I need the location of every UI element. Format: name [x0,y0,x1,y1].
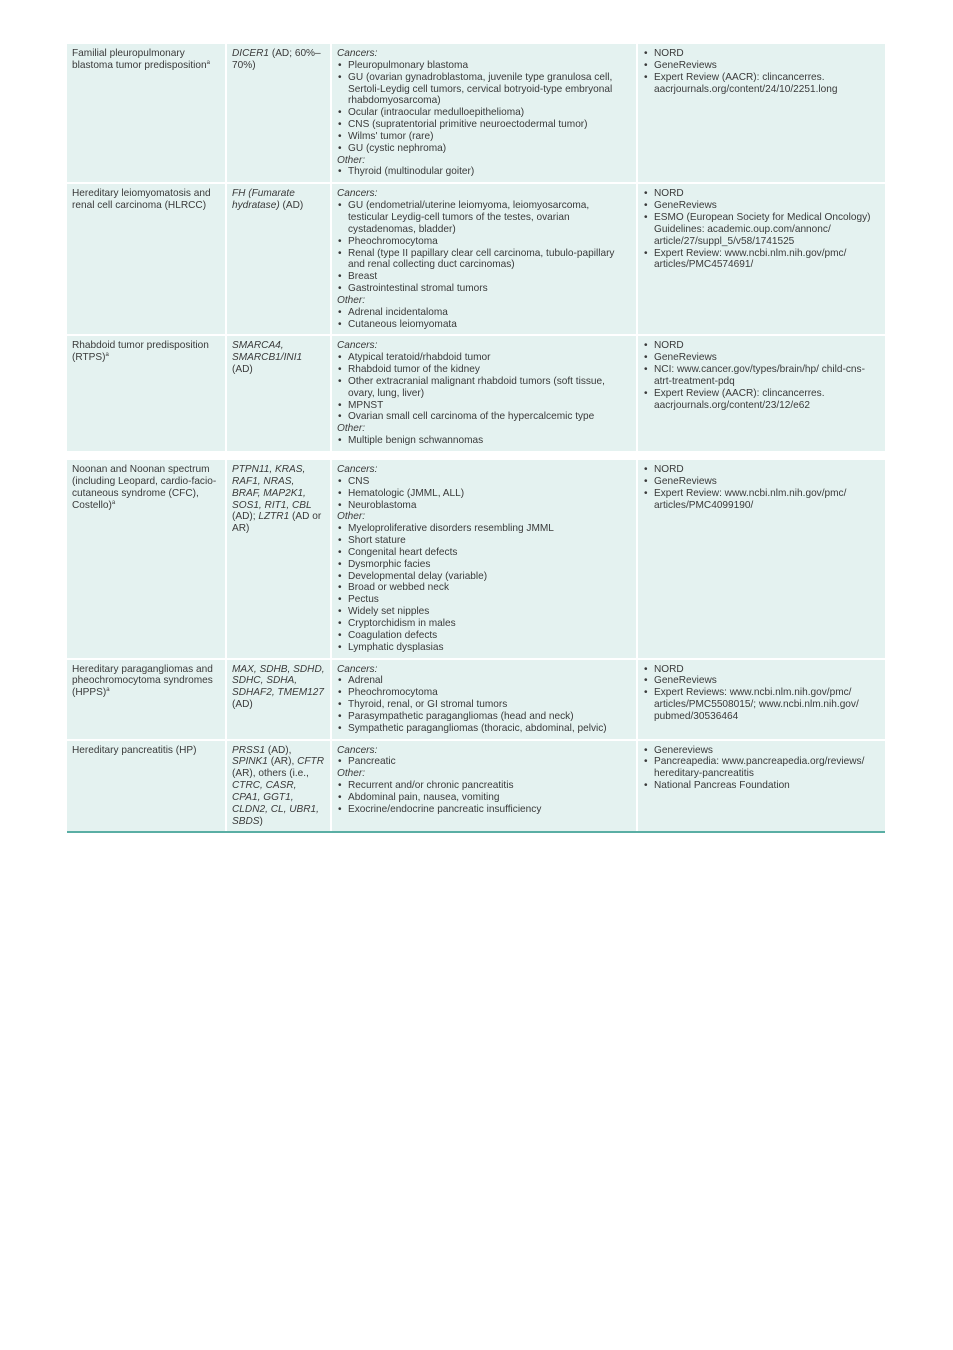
resource-list [643,48,880,95]
list-item: • Sympathetic paragangliomas (thoracic, abdominal, pelvic) [337,723,631,735]
list-item: • Adrenal incidentaloma [337,307,631,319]
syndrome-name: Familial pleuropulmonary blastoma tumor predisposition [72,48,207,71]
syndrome-name: Hereditary leiomyomatosis and renal cell carcinoma (HLRCC) [72,188,211,212]
feature-group-label: Cancers: [337,663,378,675]
list-item: • Neuroblastoma [337,500,631,512]
feature-list [337,307,631,331]
inheritance-text: (AD) [232,364,253,376]
table-row [67,460,885,660]
list-item: • Hematologic (JMML, ALL) [337,488,631,500]
resource-item: • GeneReviews [643,352,880,364]
inheritance-text: (AR), [267,756,298,768]
list-item: • Broad or webbed neck [337,582,631,594]
footnote-marker: a [206,59,210,66]
syndrome-name-cell [67,660,227,739]
gene-names: CTRC, CASR, CPA1, GGT1, CLDN2, CL, UBR1, SBDS [232,780,319,827]
list-item: • CNS [337,476,631,488]
resource-item: • NORD [643,188,880,200]
feature-list [337,200,631,295]
list-item: • Coagulation defects [337,630,631,642]
list-item: • Rhabdoid tumor of the kidney [337,364,631,376]
table-row [67,660,885,741]
syndrome-name-cell [67,336,227,451]
inheritance-text: (AR), others (i.e., [232,768,309,780]
inheritance-text: (AD); [232,511,259,523]
list-item: • GU (ovarian gynadroblastoma, juvenile type granulosa cell, Sertoli-Leydig cell tumors, cervical botryoid-type embryonal rhabdomyosarcoma) [337,72,631,108]
feature-group-label: Other: [337,423,366,435]
feature-group-label: Cancers: [337,340,378,352]
feature-list [337,166,631,178]
clinical-features-cell [332,336,638,451]
resource-item: • NORD [643,48,880,60]
resource-item: • GeneReviews [643,200,880,212]
resource-item: • Expert Review (AACR): clincancerres. aacrjournals.org/content/23/12/e62 [643,388,880,412]
list-item: • Pectus [337,594,631,606]
list-item: • Wilms' tumor (rare) [337,131,631,143]
syndrome-name-cell [67,184,227,334]
feature-group-label: Other: [337,154,366,166]
genes-inheritance-cell [227,336,332,451]
genes-inheritance-cell [227,660,332,739]
resources-cell [638,460,885,658]
syndrome-name-cell [67,44,227,182]
feature-group-label: Cancers: [337,744,378,756]
gene-names: LZTR1 [258,511,290,523]
resources-cell [638,741,885,832]
inheritance-text: (AD or AR) [232,511,322,535]
list-item: • Developmental delay (variable) [337,571,631,583]
feature-list [337,435,631,447]
resource-item: • NCI: www.cancer.gov/types/brain/hp/ child-cns-atrt-treatment-pdq [643,364,880,388]
table-section [67,44,885,453]
feature-group-label: Other: [337,768,366,780]
list-item: • Gastrointestinal stromal tumors [337,283,631,295]
resource-item: • Expert Reviews: www.ncbi.nlm.nih.gov/pmc/ articles/PMC5508015/; www.ncbi.nlm.nih.gov/ pubmed/30536464 [643,687,880,723]
feature-list [337,756,631,768]
resource-item: • ESMO (European Society for Medical Oncology) Guidelines: academic.oup.com/annonc/ article/27/suppl_5/v58/1741525 [643,212,880,248]
syndrome-name: Noonan and Noonan spectrum (including Leopard, cardio-facio-cutaneous syndrome (CFC), Costello) [72,464,217,511]
clinical-features-cell [332,184,638,334]
feature-list [337,523,631,653]
gene-names: SPINK1 [232,756,268,768]
gene-names: DICER1 [232,48,270,59]
table-section [67,460,885,833]
syndrome-name-cell [67,741,227,832]
resources-cell [638,336,885,451]
inheritance-text: (AD; 60%–70%) [232,48,321,71]
gene-names: MAX, SDHB, SDHD, SDHC, SDHA, SDHAF2, TMEM127 [232,663,325,699]
list-item: • Thyroid (multinodular goiter) [337,166,631,178]
table-row [67,184,885,336]
inheritance-text: (AD) [279,200,304,212]
resource-item: • GeneReviews [643,476,880,488]
resource-list [643,464,880,511]
syndrome-name: Rhabdoid tumor predisposition (RTPS) [72,340,209,364]
list-item: • Short stature [337,535,631,547]
list-item: • Recurrent and/or chronic pancreatitis [337,780,631,792]
resource-list [643,664,880,723]
list-item: • Atypical teratoid/rhabdoid tumor [337,352,631,364]
resource-item: • Expert Review (AACR): clincancerres. aacrjournals.org/content/24/10/2251.long [643,72,880,96]
feature-group-label: Cancers: [337,188,378,200]
list-item: • Adrenal [337,675,631,687]
gene-names: CFTR [297,756,324,768]
genes-inheritance-cell [227,184,332,334]
footnote-marker: a [111,499,116,506]
table-row [67,44,885,184]
resource-item: • NORD [643,464,880,476]
resource-item: • GeneReviews [643,675,880,687]
table-row [67,741,885,834]
list-item: • Ovarian small cell carcinoma of the hypercalcemic type [337,411,631,423]
feature-list [337,675,631,734]
resource-list [643,188,880,271]
list-item: • Myeloproliferative disorders resembling JMML [337,523,631,535]
genes-inheritance-cell [227,460,332,658]
syndrome-table [67,44,885,833]
table-row [67,336,885,453]
list-item: • Multiple benign schwannomas [337,435,631,447]
list-item: • GU (cystic nephroma) [337,143,631,155]
list-item: • Thyroid, renal, or GI stromal tumors [337,699,631,711]
list-item: • Abdominal pain, nausea, vomiting [337,792,631,804]
list-item: • GU (endometrial/uterine leiomyoma, leiomyosarcoma, testicular Leydig-cell tumors of the testes, ovarian cystadenomas, bladder) [337,200,631,236]
feature-group-label: Cancers: [337,48,378,59]
list-item: • Breast [337,271,631,283]
resource-list [643,340,880,411]
resource-item: • National Pancreas Foundation [643,780,880,792]
list-item: • Congenital heart defects [337,547,631,559]
list-item: • Exocrine/endocrine pancreatic insufficiency [337,804,631,816]
list-item: • MPNST [337,400,631,412]
list-item: • Widely set nipples [337,606,631,618]
list-item: • Pleuropulmonary blastoma [337,60,631,72]
section-divider [67,453,885,460]
gene-names: SMARCA4, SMARCB1/INI1 [232,340,303,364]
feature-list [337,352,631,423]
feature-list [337,780,631,816]
genes-inheritance-cell [227,741,332,832]
inheritance-text: ) [259,815,263,827]
syndrome-name-cell [67,460,227,658]
resource-item: • Pancreapedia: www.pancreapedia.org/reviews/ hereditary-pancreatitis [643,756,880,780]
list-item: • CNS (supratentorial primitive neuroectodermal tumor) [337,119,631,131]
clinical-features-cell [332,660,638,739]
feature-group-label: Cancers: [337,464,378,475]
feature-list [337,60,631,155]
list-item: • Ocular (intraocular medulloepithelioma) [337,107,631,119]
resources-cell [638,44,885,182]
footnote-marker: a [106,687,110,694]
inheritance-text: (AD) [232,699,253,711]
resource-item: • NORD [643,664,880,676]
list-item: • Pancreatic [337,756,631,768]
resource-item: • Genereviews [643,745,880,757]
list-item: • Pheochromocytoma [337,236,631,248]
gene-names: PRSS1 [232,744,266,756]
inheritance-text: (AD), [265,744,292,756]
clinical-features-cell [332,741,638,832]
resources-cell [638,184,885,334]
gene-names: FH (Fumarate hydratase) [232,188,295,212]
clinical-features-cell [332,460,638,658]
list-item: • Cryptorchidism in males [337,618,631,630]
list-item: • Dysmorphic facies [337,559,631,571]
resources-cell [638,660,885,739]
resource-item: • GeneReviews [643,60,880,72]
feature-list [337,476,631,512]
resource-list [643,745,880,792]
genes-inheritance-cell [227,44,332,182]
syndrome-name: Hereditary paragangliomas and pheochromocytoma syndromes (HPPS) [72,663,213,699]
list-item: • Other extracranial malignant rhabdoid tumors (soft tissue, ovary, lung, liver) [337,376,631,400]
feature-group-label: Other: [337,294,366,306]
list-item: • Cutaneous leiomyomata [337,319,631,331]
feature-group-label: Other: [337,511,366,523]
footnote-marker: a [105,352,109,359]
list-item: • Parasympathetic paragangliomas (head and neck) [337,711,631,723]
resource-item: • NORD [643,340,880,352]
resource-item: • Expert Review: www.ncbi.nlm.nih.gov/pmc/ articles/PMC4574691/ [643,248,880,272]
list-item: • Renal (type II papillary clear cell carcinoma, tubulo-papillary and renal collecting duct carcinomas) [337,248,631,272]
gene-names: PTPN11, KRAS, RAF1, NRAS, BRAF, MAP2K1, SOS1, RIT1, CBL [232,464,312,511]
list-item: • Pheochromocytoma [337,687,631,699]
list-item: • Lymphatic dysplasias [337,642,631,654]
resource-item: • Expert Review: www.ncbi.nlm.nih.gov/pmc/ articles/PMC4099190/ [643,488,880,512]
clinical-features-cell [332,44,638,182]
syndrome-name: Hereditary pancreatitis (HP) [72,744,197,756]
